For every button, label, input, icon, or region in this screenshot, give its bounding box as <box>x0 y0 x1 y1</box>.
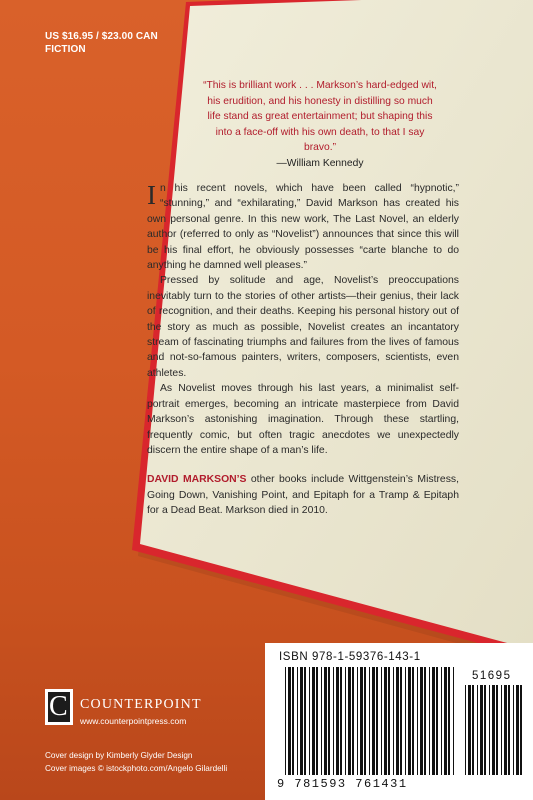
barcode-bar <box>312 667 315 775</box>
barcode-bar <box>300 667 303 775</box>
price-code: 51695 <box>472 670 512 682</box>
price-barcode-bar <box>496 685 498 775</box>
price-barcode-bar <box>492 685 495 775</box>
barcode-bar <box>405 667 406 775</box>
barcode-bar <box>376 667 378 775</box>
barcode-bar <box>321 667 322 775</box>
barcode-bar <box>429 667 430 775</box>
price-barcode-bar <box>480 685 483 775</box>
barcode-bar <box>444 667 447 775</box>
barcode-bar <box>400 667 402 775</box>
barcode-bar <box>345 667 346 775</box>
price-barcode-bar <box>472 685 474 775</box>
price-barcode-bar <box>508 685 510 775</box>
barcode-bar <box>297 667 298 775</box>
barcode-bar <box>372 667 375 775</box>
ean-digits: 9 781593 761431 <box>277 777 408 791</box>
barcode-bar <box>352 667 354 775</box>
barcode-bar <box>328 667 330 775</box>
barcode-bar <box>381 667 382 775</box>
barcode-bar <box>364 667 366 775</box>
cover-credits <box>45 750 227 775</box>
book-description <box>147 181 459 519</box>
barcode-bar <box>420 667 423 775</box>
barcode-bar <box>288 667 291 775</box>
price-barcode-bar <box>520 685 522 775</box>
barcode-bar <box>453 667 454 775</box>
description-paragraph-2: Pressed by solitude and age, Novelist’s preoccupations inevitably turn to the stories of other artists—their genius, their lack of recognition, and their deaths. Keeping his personal history out of the story as much as possible, Novelist creates an incantatory stream of fascinating triumphs and failures from the lives of famous and not-so-famous painters, writers, composers, scientists, even athletes. <box>147 275 459 379</box>
barcode-bar <box>348 667 351 775</box>
barcode-bar <box>408 667 411 775</box>
barcode-bar <box>324 667 327 775</box>
barcode-bar <box>333 667 334 775</box>
barcode-bar <box>384 667 387 775</box>
barcode-bar <box>360 667 363 775</box>
barcode-bar <box>424 667 426 775</box>
price-text: US $16.95 / $23.00 CAN <box>45 31 158 42</box>
author-bio: DAVID MARKSON’S other books include Wittgenstein’s Mistress, Going Down, Vanishing Point, and Epitaph for a Tramp & Epitaph for a Dead Beat. Markson died in 2010. <box>147 474 459 517</box>
author-name: DAVID MARKSON’S <box>147 474 247 486</box>
price-barcode-bar <box>504 685 507 775</box>
category-text: FICTION <box>45 44 86 55</box>
image-credit: Cover images © istockphoto.com/Angelo Gilardelli <box>45 763 228 773</box>
barcode-bar <box>412 667 414 775</box>
barcode-panel <box>265 643 533 800</box>
barcode-bar <box>340 667 342 775</box>
price-barcode-bar <box>465 685 466 775</box>
barcode-bar <box>336 667 339 775</box>
barcode-bar <box>436 667 438 775</box>
publisher-name: COUNTERPOINT <box>80 697 202 712</box>
price-barcode-bar <box>477 685 478 775</box>
barcode-bar <box>393 667 394 775</box>
price-barcode-bar <box>468 685 471 775</box>
price-barcode-bar <box>501 685 502 775</box>
barcode-bar <box>441 667 442 775</box>
barcode-bar <box>396 667 399 775</box>
barcode-bar <box>417 667 418 775</box>
barcode-bar <box>292 667 294 775</box>
drop-cap: I <box>147 180 156 210</box>
price-barcode-bar <box>489 685 490 775</box>
barcode-bar <box>388 667 390 775</box>
price-barcode-bar <box>516 685 519 775</box>
description-paragraph-1: In his recent novels, which have been called “hypnotic,” “stunning,” and “exhilarating,” David Markson has created his own personal genre. In this new work, The Last Novel, an elderly author (referred to only as “Novelist”) announces that since this will be his final effort, he obviously possesses “carte blanche to do anything he damned well pleases.” <box>147 180 459 272</box>
quote-text: “This is brilliant work . . . Markson’s hard-edged wit, his erudition, and his honesty in distilling so much life stand as great entertainment; but shaping this into a face-off with his own death, to that I say bravo.” <box>203 80 437 154</box>
barcode-bar <box>304 667 306 775</box>
price-block <box>45 30 158 56</box>
quote-attribution: —William Kennedy <box>276 157 364 169</box>
isbn-text: ISBN 978-1-59376-143-1 <box>279 651 421 663</box>
publisher-logo <box>45 689 73 725</box>
barcode-bar <box>285 667 286 775</box>
barcode-bar <box>369 667 370 775</box>
design-credit: Cover design by Kimberly Glyder Design <box>45 751 193 760</box>
barcode-bar <box>448 667 450 775</box>
barcode-bar <box>316 667 318 775</box>
publisher-url: www.counterpointpress.com <box>80 716 187 726</box>
blurb-quote <box>200 78 440 172</box>
price-barcode-bar <box>513 685 514 775</box>
price-barcode-bar <box>484 685 486 775</box>
barcode-bar <box>432 667 435 775</box>
barcode-bar <box>357 667 358 775</box>
logo-c-icon: C <box>49 691 68 722</box>
description-paragraph-3: As Novelist moves through his last years, a minimalist self-portrait emerges, becoming an intricate masterpiece from David Markson’s astonishing imagination. Through these startling, frequently comic, but often tragic anecdotes we unexpectedly discern the entire shape of a man’s life. <box>147 383 459 456</box>
barcode-bar <box>309 667 310 775</box>
